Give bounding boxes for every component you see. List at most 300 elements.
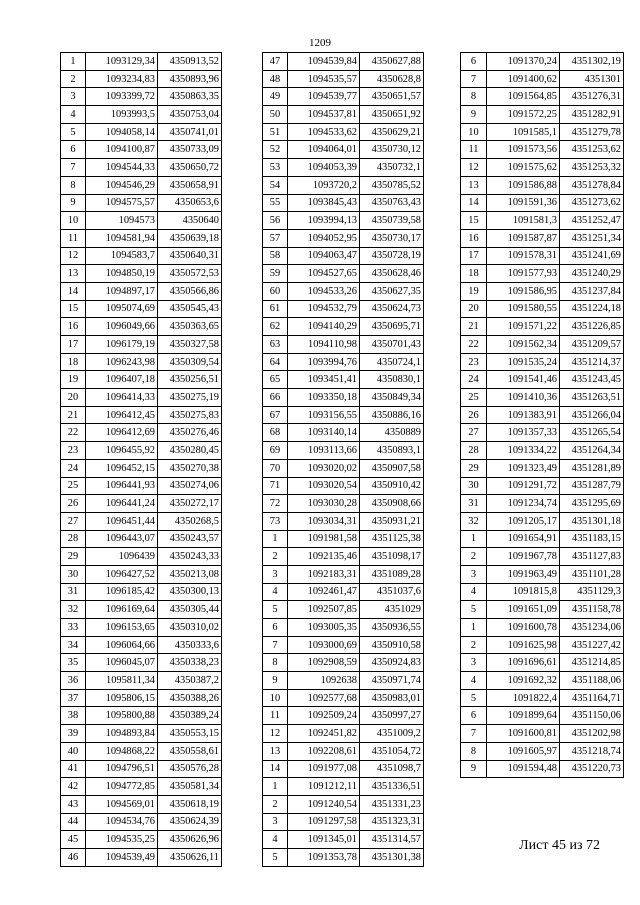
point-number-cell: 72 bbox=[263, 495, 288, 513]
point-number-cell: 13 bbox=[461, 176, 487, 194]
x-coordinate-cell: 1093720,2 bbox=[288, 176, 360, 194]
table-row bbox=[263, 530, 424, 548]
table-row bbox=[61, 406, 222, 424]
x-coordinate-cell: 1091541,46 bbox=[487, 371, 560, 389]
y-coordinate-cell: 4351265,54 bbox=[560, 424, 624, 442]
table-row bbox=[61, 495, 222, 513]
table-row bbox=[263, 707, 424, 725]
x-coordinate-cell: 1091345,01 bbox=[288, 831, 360, 849]
point-number-cell: 62 bbox=[263, 318, 288, 336]
point-number-cell: 42 bbox=[61, 778, 86, 796]
point-number-cell: 59 bbox=[263, 265, 288, 283]
point-number-cell: 30 bbox=[61, 565, 86, 583]
point-number-cell: 29 bbox=[461, 459, 487, 477]
point-number-cell: 28 bbox=[461, 442, 487, 460]
point-number-cell: 12 bbox=[461, 159, 487, 177]
point-number-cell: 14 bbox=[461, 194, 487, 212]
y-coordinate-cell: 4350910,58 bbox=[360, 636, 424, 654]
y-coordinate-cell: 4350333,6 bbox=[158, 636, 222, 654]
x-coordinate-cell: 1091967,78 bbox=[487, 548, 560, 566]
table-row bbox=[263, 300, 424, 318]
table-row bbox=[61, 442, 222, 460]
y-coordinate-cell: 4350624,73 bbox=[360, 300, 424, 318]
x-coordinate-cell: 1096179,19 bbox=[86, 336, 158, 354]
table-row bbox=[461, 106, 624, 124]
point-number-cell: 19 bbox=[461, 282, 487, 300]
y-coordinate-cell: 4350983,01 bbox=[360, 689, 424, 707]
table-row bbox=[263, 88, 424, 106]
table-row bbox=[61, 530, 222, 548]
y-coordinate-cell: 4350728,19 bbox=[360, 247, 424, 265]
x-coordinate-cell: 1094546,29 bbox=[86, 176, 158, 194]
x-coordinate-cell: 1092908,59 bbox=[288, 654, 360, 672]
x-coordinate-cell: 1093020,54 bbox=[288, 477, 360, 495]
x-coordinate-cell: 1092183,31 bbox=[288, 565, 360, 583]
table-row bbox=[61, 300, 222, 318]
x-coordinate-cell: 1094532,79 bbox=[288, 300, 360, 318]
point-number-cell: 60 bbox=[263, 282, 288, 300]
point-number-cell: 17 bbox=[461, 247, 487, 265]
point-number-cell: 15 bbox=[61, 300, 86, 318]
y-coordinate-cell: 4350275,83 bbox=[158, 406, 222, 424]
table-row bbox=[263, 406, 424, 424]
table-row bbox=[61, 265, 222, 283]
point-number-cell: 73 bbox=[263, 512, 288, 530]
table-row bbox=[461, 530, 624, 548]
x-coordinate-cell: 1092461,47 bbox=[288, 583, 360, 601]
point-number-cell: 7 bbox=[461, 70, 487, 88]
point-number-cell: 23 bbox=[61, 442, 86, 460]
x-coordinate-cell: 1094772,85 bbox=[86, 778, 158, 796]
y-coordinate-cell: 4350753,04 bbox=[158, 106, 222, 124]
table-row bbox=[461, 742, 624, 760]
x-coordinate-cell: 1091585,1 bbox=[487, 123, 560, 141]
y-coordinate-cell: 4351281,89 bbox=[560, 459, 624, 477]
x-coordinate-cell: 1094533,62 bbox=[288, 123, 360, 141]
point-number-cell: 3 bbox=[461, 654, 487, 672]
point-number-cell: 31 bbox=[461, 495, 487, 513]
point-number-cell: 27 bbox=[461, 424, 487, 442]
x-coordinate-cell: 1094058,14 bbox=[86, 123, 158, 141]
x-coordinate-cell: 1094527,65 bbox=[288, 265, 360, 283]
x-coordinate-cell: 1091600,81 bbox=[487, 725, 560, 743]
table-row bbox=[263, 689, 424, 707]
table-row bbox=[461, 265, 624, 283]
x-coordinate-cell: 1094868,22 bbox=[86, 742, 158, 760]
y-coordinate-cell: 4350305,44 bbox=[158, 601, 222, 619]
y-coordinate-cell: 4350739,58 bbox=[360, 212, 424, 230]
x-coordinate-cell: 1093399,72 bbox=[86, 88, 158, 106]
x-coordinate-cell: 1094539,77 bbox=[288, 88, 360, 106]
table-row bbox=[461, 548, 624, 566]
x-coordinate-cell: 1093005,35 bbox=[288, 619, 360, 637]
point-number-cell: 27 bbox=[61, 512, 86, 530]
table-row bbox=[61, 619, 222, 637]
x-coordinate-cell: 1091212,11 bbox=[288, 778, 360, 796]
table-row bbox=[61, 106, 222, 124]
y-coordinate-cell: 4351125,38 bbox=[360, 530, 424, 548]
table-row bbox=[263, 247, 424, 265]
x-coordinate-cell: 1096427,52 bbox=[86, 565, 158, 583]
y-coordinate-cell: 4351150,06 bbox=[560, 707, 624, 725]
y-coordinate-cell: 4351331,23 bbox=[360, 795, 424, 813]
point-number-cell: 11 bbox=[263, 707, 288, 725]
x-coordinate-cell: 1094581,94 bbox=[86, 229, 158, 247]
y-coordinate-cell: 4350763,43 bbox=[360, 194, 424, 212]
table-row bbox=[263, 424, 424, 442]
point-number-cell: 44 bbox=[61, 813, 86, 831]
x-coordinate-cell: 1093000,69 bbox=[288, 636, 360, 654]
y-coordinate-cell: 4350971,74 bbox=[360, 672, 424, 690]
coordinates-table-1 bbox=[60, 52, 222, 867]
table-row bbox=[461, 282, 624, 300]
y-coordinate-cell: 4350628,8 bbox=[360, 70, 424, 88]
x-coordinate-cell: 1096045,07 bbox=[86, 654, 158, 672]
point-number-cell: 70 bbox=[263, 459, 288, 477]
point-number-cell: 11 bbox=[61, 229, 86, 247]
table-row bbox=[61, 212, 222, 230]
x-coordinate-cell: 1094533,26 bbox=[288, 282, 360, 300]
table-row bbox=[461, 406, 624, 424]
x-coordinate-cell: 1094053,39 bbox=[288, 159, 360, 177]
y-coordinate-cell: 4350270,38 bbox=[158, 459, 222, 477]
x-coordinate-cell: 1091383,91 bbox=[487, 406, 560, 424]
table-row bbox=[263, 70, 424, 88]
x-coordinate-cell: 1091651,09 bbox=[487, 601, 560, 619]
table-row bbox=[61, 336, 222, 354]
point-number-cell: 29 bbox=[61, 548, 86, 566]
point-number-cell: 71 bbox=[263, 477, 288, 495]
x-coordinate-cell: 1096185,42 bbox=[86, 583, 158, 601]
table-row bbox=[263, 831, 424, 849]
point-number-cell: 63 bbox=[263, 336, 288, 354]
y-coordinate-cell: 4351188,06 bbox=[560, 672, 624, 690]
point-number-cell: 8 bbox=[61, 176, 86, 194]
point-number-cell: 3 bbox=[461, 565, 487, 583]
y-coordinate-cell: 4350651,92 bbox=[360, 106, 424, 124]
y-coordinate-cell: 4351266,04 bbox=[560, 406, 624, 424]
y-coordinate-cell: 4350640,31 bbox=[158, 247, 222, 265]
x-coordinate-cell: 1093845,43 bbox=[288, 194, 360, 212]
table-row bbox=[263, 601, 424, 619]
table-row bbox=[61, 795, 222, 813]
y-coordinate-cell: 4350576,28 bbox=[158, 760, 222, 778]
x-coordinate-cell: 1091578,31 bbox=[487, 247, 560, 265]
point-number-cell: 10 bbox=[461, 123, 487, 141]
x-coordinate-cell: 1095811,34 bbox=[86, 672, 158, 690]
table-row bbox=[461, 654, 624, 672]
y-coordinate-cell: 4351243,45 bbox=[560, 371, 624, 389]
x-coordinate-cell: 1091291,72 bbox=[487, 477, 560, 495]
x-coordinate-cell: 1091571,22 bbox=[487, 318, 560, 336]
point-number-cell: 15 bbox=[461, 212, 487, 230]
y-coordinate-cell: 4350276,46 bbox=[158, 424, 222, 442]
y-coordinate-cell: 4350908,66 bbox=[360, 495, 424, 513]
point-number-cell: 65 bbox=[263, 371, 288, 389]
y-coordinate-cell: 4350910,42 bbox=[360, 477, 424, 495]
y-coordinate-cell: 4351279,78 bbox=[560, 123, 624, 141]
y-coordinate-cell: 4351029 bbox=[360, 601, 424, 619]
x-coordinate-cell: 1092507,85 bbox=[288, 601, 360, 619]
y-coordinate-cell: 4350913,52 bbox=[158, 53, 222, 71]
x-coordinate-cell: 1091600,78 bbox=[487, 619, 560, 637]
point-number-cell: 54 bbox=[263, 176, 288, 194]
x-coordinate-cell: 1093140,14 bbox=[288, 424, 360, 442]
y-coordinate-cell: 4350558,61 bbox=[158, 742, 222, 760]
x-coordinate-cell: 1094544,33 bbox=[86, 159, 158, 177]
y-coordinate-cell: 4350274,06 bbox=[158, 477, 222, 495]
table-row bbox=[263, 371, 424, 389]
x-coordinate-cell: 1091240,54 bbox=[288, 795, 360, 813]
point-number-cell: 6 bbox=[61, 141, 86, 159]
x-coordinate-cell: 1093451,41 bbox=[288, 371, 360, 389]
point-number-cell: 7 bbox=[263, 636, 288, 654]
y-coordinate-cell: 4350389,24 bbox=[158, 707, 222, 725]
point-number-cell: 35 bbox=[61, 654, 86, 672]
point-number-cell: 26 bbox=[61, 495, 86, 513]
y-coordinate-cell: 4351227,42 bbox=[560, 636, 624, 654]
x-coordinate-cell: 1094534,76 bbox=[86, 813, 158, 831]
y-coordinate-cell: 4350893,96 bbox=[158, 70, 222, 88]
table-row bbox=[61, 831, 222, 849]
table-row bbox=[263, 636, 424, 654]
y-coordinate-cell: 4351218,74 bbox=[560, 742, 624, 760]
table-row bbox=[461, 707, 624, 725]
table-row bbox=[61, 672, 222, 690]
x-coordinate-cell: 1094064,01 bbox=[288, 141, 360, 159]
point-number-cell: 26 bbox=[461, 406, 487, 424]
table-row bbox=[461, 442, 624, 460]
y-coordinate-cell: 4350924,83 bbox=[360, 654, 424, 672]
point-number-cell: 5 bbox=[263, 848, 288, 866]
point-number-cell: 32 bbox=[461, 512, 487, 530]
y-coordinate-cell: 4351295,69 bbox=[560, 495, 624, 513]
table-row bbox=[461, 123, 624, 141]
x-coordinate-cell: 1091234,74 bbox=[487, 495, 560, 513]
point-number-cell: 5 bbox=[461, 689, 487, 707]
point-number-cell: 41 bbox=[61, 760, 86, 778]
x-coordinate-cell: 1091573,56 bbox=[487, 141, 560, 159]
x-coordinate-cell: 1091581,3 bbox=[487, 212, 560, 230]
point-number-cell: 25 bbox=[461, 389, 487, 407]
table-row bbox=[263, 159, 424, 177]
point-number-cell: 14 bbox=[61, 282, 86, 300]
table-row bbox=[263, 672, 424, 690]
point-number-cell: 6 bbox=[461, 707, 487, 725]
y-coordinate-cell: 4350628,46 bbox=[360, 265, 424, 283]
x-coordinate-cell: 1094052,95 bbox=[288, 229, 360, 247]
point-number-cell: 12 bbox=[263, 725, 288, 743]
y-coordinate-cell: 4351241,69 bbox=[560, 247, 624, 265]
table-row bbox=[263, 106, 424, 124]
y-coordinate-cell: 4350310,02 bbox=[158, 619, 222, 637]
point-number-cell: 16 bbox=[461, 229, 487, 247]
y-coordinate-cell: 4350629,21 bbox=[360, 123, 424, 141]
point-number-cell: 4 bbox=[61, 106, 86, 124]
y-coordinate-cell: 4351301 bbox=[560, 70, 624, 88]
point-number-cell: 2 bbox=[61, 70, 86, 88]
x-coordinate-cell: 1096243,98 bbox=[86, 353, 158, 371]
x-coordinate-cell: 1092509,24 bbox=[288, 707, 360, 725]
table-row bbox=[61, 601, 222, 619]
table-row bbox=[461, 336, 624, 354]
point-number-cell: 47 bbox=[263, 53, 288, 71]
y-coordinate-cell: 4351273,62 bbox=[560, 194, 624, 212]
point-number-cell: 32 bbox=[61, 601, 86, 619]
point-number-cell: 2 bbox=[461, 636, 487, 654]
x-coordinate-cell: 1091205,17 bbox=[487, 512, 560, 530]
point-number-cell: 17 bbox=[61, 336, 86, 354]
y-coordinate-cell: 4350785,52 bbox=[360, 176, 424, 194]
y-coordinate-cell: 4351302,19 bbox=[560, 53, 624, 71]
y-coordinate-cell: 4350931,21 bbox=[360, 512, 424, 530]
y-coordinate-cell: 4350627,88 bbox=[360, 53, 424, 71]
y-coordinate-cell: 4351253,62 bbox=[560, 141, 624, 159]
table-row bbox=[61, 141, 222, 159]
y-coordinate-cell: 4351263,51 bbox=[560, 389, 624, 407]
table-row bbox=[263, 176, 424, 194]
table-row bbox=[461, 371, 624, 389]
y-coordinate-cell: 4351336,51 bbox=[360, 778, 424, 796]
y-coordinate-cell: 4351301,18 bbox=[560, 512, 624, 530]
x-coordinate-cell: 1091899,64 bbox=[487, 707, 560, 725]
x-coordinate-cell: 1093030,28 bbox=[288, 495, 360, 513]
table-row bbox=[461, 512, 624, 530]
x-coordinate-cell: 1091572,25 bbox=[487, 106, 560, 124]
y-coordinate-cell: 4350268,5 bbox=[158, 512, 222, 530]
table-row bbox=[61, 477, 222, 495]
x-coordinate-cell: 1096414,33 bbox=[86, 389, 158, 407]
table-row bbox=[263, 442, 424, 460]
point-number-cell: 3 bbox=[61, 88, 86, 106]
y-coordinate-cell: 4351129,3 bbox=[560, 583, 624, 601]
table-row bbox=[61, 194, 222, 212]
x-coordinate-cell: 1096452,15 bbox=[86, 459, 158, 477]
y-coordinate-cell: 4350733,09 bbox=[158, 141, 222, 159]
point-number-cell: 10 bbox=[61, 212, 86, 230]
point-number-cell: 8 bbox=[461, 742, 487, 760]
x-coordinate-cell: 1094535,57 bbox=[288, 70, 360, 88]
table-row bbox=[61, 512, 222, 530]
y-coordinate-cell: 4350624,39 bbox=[158, 813, 222, 831]
table-row bbox=[263, 725, 424, 743]
table-row bbox=[263, 53, 424, 71]
x-coordinate-cell: 1091586,88 bbox=[487, 176, 560, 194]
y-coordinate-cell: 4350741,01 bbox=[158, 123, 222, 141]
y-coordinate-cell: 4351089,28 bbox=[360, 565, 424, 583]
table-row bbox=[461, 459, 624, 477]
point-number-cell: 8 bbox=[461, 88, 487, 106]
y-coordinate-cell: 4351287,79 bbox=[560, 477, 624, 495]
x-coordinate-cell: 1096153,65 bbox=[86, 619, 158, 637]
point-number-cell: 58 bbox=[263, 247, 288, 265]
point-number-cell: 9 bbox=[61, 194, 86, 212]
y-coordinate-cell: 4350327,58 bbox=[158, 336, 222, 354]
x-coordinate-cell: 1094796,51 bbox=[86, 760, 158, 778]
table-row bbox=[263, 495, 424, 513]
x-coordinate-cell: 1096064,66 bbox=[86, 636, 158, 654]
y-coordinate-cell: 4350653,6 bbox=[158, 194, 222, 212]
x-coordinate-cell: 1091297,58 bbox=[288, 813, 360, 831]
point-number-cell: 19 bbox=[61, 371, 86, 389]
point-number-cell: 20 bbox=[461, 300, 487, 318]
x-coordinate-cell: 1091562,34 bbox=[487, 336, 560, 354]
y-coordinate-cell: 4351234,06 bbox=[560, 619, 624, 637]
table-row bbox=[461, 495, 624, 513]
point-number-cell: 28 bbox=[61, 530, 86, 548]
table-row bbox=[461, 300, 624, 318]
y-coordinate-cell: 4350627,35 bbox=[360, 282, 424, 300]
y-coordinate-cell: 4350907,58 bbox=[360, 459, 424, 477]
x-coordinate-cell: 1091696,61 bbox=[487, 654, 560, 672]
x-coordinate-cell: 1091323,49 bbox=[487, 459, 560, 477]
table-row bbox=[263, 848, 424, 866]
table-row bbox=[61, 725, 222, 743]
table-row bbox=[61, 88, 222, 106]
table-row bbox=[263, 742, 424, 760]
point-number-cell: 22 bbox=[61, 424, 86, 442]
table-row bbox=[461, 601, 624, 619]
point-number-cell: 2 bbox=[263, 795, 288, 813]
table-row bbox=[263, 265, 424, 283]
y-coordinate-cell: 4350280,45 bbox=[158, 442, 222, 460]
x-coordinate-cell: 1094110,98 bbox=[288, 336, 360, 354]
x-coordinate-cell: 1094140,29 bbox=[288, 318, 360, 336]
y-coordinate-cell: 4351202,98 bbox=[560, 725, 624, 743]
y-coordinate-cell: 4350553,15 bbox=[158, 725, 222, 743]
y-coordinate-cell: 4351098,7 bbox=[360, 760, 424, 778]
x-coordinate-cell: 1096439 bbox=[86, 548, 158, 566]
point-number-cell: 45 bbox=[61, 831, 86, 849]
y-coordinate-cell: 4351301,38 bbox=[360, 848, 424, 866]
table-row bbox=[61, 459, 222, 477]
x-coordinate-cell: 1091822,4 bbox=[487, 689, 560, 707]
table-row bbox=[61, 353, 222, 371]
point-number-cell: 7 bbox=[461, 725, 487, 743]
point-number-cell: 25 bbox=[61, 477, 86, 495]
x-coordinate-cell: 1091400,62 bbox=[487, 70, 560, 88]
point-number-cell: 31 bbox=[61, 583, 86, 601]
table-row bbox=[263, 194, 424, 212]
y-coordinate-cell: 4351251,34 bbox=[560, 229, 624, 247]
x-coordinate-cell: 1094539,49 bbox=[86, 848, 158, 866]
point-number-cell: 36 bbox=[61, 672, 86, 690]
y-coordinate-cell: 4350545,43 bbox=[158, 300, 222, 318]
table-row bbox=[263, 813, 424, 831]
y-coordinate-cell: 4350338,23 bbox=[158, 654, 222, 672]
table-row bbox=[461, 636, 624, 654]
point-number-cell: 46 bbox=[61, 848, 86, 866]
y-coordinate-cell: 4351264,34 bbox=[560, 442, 624, 460]
x-coordinate-cell: 1091410,36 bbox=[487, 389, 560, 407]
point-number-cell: 13 bbox=[263, 742, 288, 760]
x-coordinate-cell: 1096412,69 bbox=[86, 424, 158, 442]
table-row bbox=[461, 477, 624, 495]
table-row bbox=[461, 424, 624, 442]
x-coordinate-cell: 1095806,15 bbox=[86, 689, 158, 707]
table-row bbox=[263, 389, 424, 407]
y-coordinate-cell: 4350243,33 bbox=[158, 548, 222, 566]
x-coordinate-cell: 1093034,31 bbox=[288, 512, 360, 530]
x-coordinate-cell: 1092577,68 bbox=[288, 689, 360, 707]
y-coordinate-cell: 4351101,28 bbox=[560, 565, 624, 583]
y-coordinate-cell: 4350889 bbox=[360, 424, 424, 442]
table-row bbox=[61, 123, 222, 141]
table-row bbox=[461, 725, 624, 743]
y-coordinate-cell: 4350213,08 bbox=[158, 565, 222, 583]
table-row bbox=[461, 247, 624, 265]
table-row bbox=[61, 583, 222, 601]
